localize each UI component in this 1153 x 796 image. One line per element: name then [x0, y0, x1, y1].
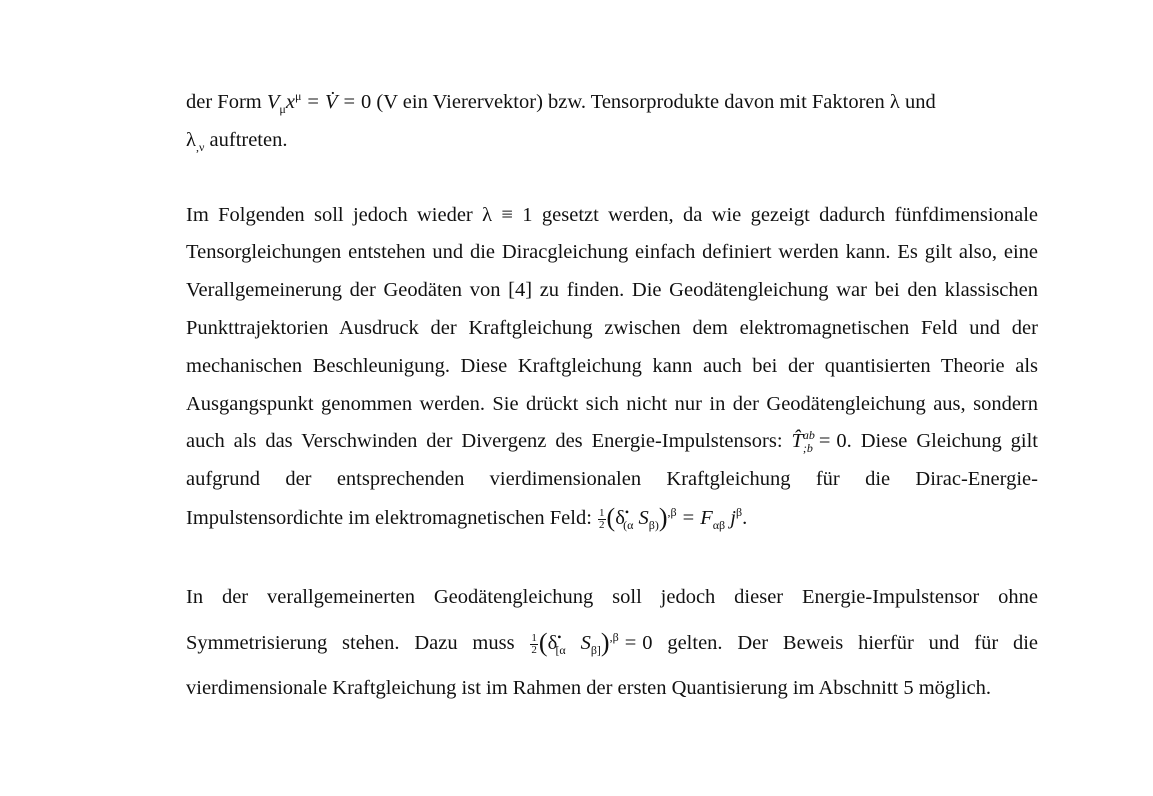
text-fragment: gesetzt werden, da wie gezeigt dadurch fünfdimensionale Tensorgleichungen entstehen und die Diracgleichung einfach definiert werden kann. Es gilt also, eine Verallgemeinerung der Geodäten von [4] zu finden. Die Geodätengleichung war bei den klassischen Punkttrajektorien Ausdruck der Kraftgleichung zwischen dem elektromagnetischen Feld und der mechanischen Beschleunigung. Diese Kraftgleichung kann auch bei der quantisierten Theorie als Ausgangspunkt genommen werden. Sie drückt sich nicht nur in der Geodätengleichung aus, sondern auch als das Verschwinden der Divergenz des Energie-Impulstensors: — [186, 203, 1038, 453]
formula-antisymmetric-part: $\frac{1}{2}$ ($\delta^•_{[\alpha}$ $S_{\beta]})^{,\beta} = 0$ — [531, 627, 653, 657]
text-fragment: (V ein Vierervektor) bzw. Tensorprodukte davon mit Faktoren — [371, 91, 890, 113]
document-page — [186, 84, 1038, 711]
text-fragment: auftreten. — [204, 128, 288, 151]
paragraph-1 — [186, 84, 1038, 160]
text-fragment: und — [899, 91, 936, 113]
text-fragment: gelten. Der Beweis hierfür und für die vierdimensionale Kraftgleichung ist im Rahmen der ersten Quantisierung im Abschnitt 5 möglich. — [186, 631, 1039, 699]
formula-lambda: λ — [889, 91, 900, 113]
text-fragment: In der verallgemeinerten Geodätengleichung soll jedoch dieser Energie-Impulstensor ohne Symmetrisierung stehen. Dazu muss — [186, 585, 1038, 654]
formula-dirac-force: $\frac{1}{2}$ ($\delta^•_{(\alpha}$ $S_{\beta)})^{,\beta} = F_{\alpha\beta}$ $j^\beta$ — [599, 502, 743, 533]
formula-lambda-identity: λ ≡ 1 — [482, 203, 533, 226]
text-fragment: Im Folgenden soll jedoch wieder — [186, 203, 483, 226]
text-fragment: . Diese Gleichung gilt aufgrund der entsprechenden vierdimensionalen Kraftgleichung für die Dirac-Energie-Impulstensordichte im elektromagnetischen Feld: — [186, 430, 1039, 529]
text-fragment: der Form — [186, 91, 267, 113]
formula-lambda-nu: $\lambda_{,\nu}$ — [186, 128, 205, 154]
text-fragment: . — [742, 506, 748, 529]
paragraph-3 — [186, 575, 1038, 711]
formula-energy-momentum-divergence: T̂$^{ab}_{;b}$ = 0 — [791, 428, 847, 456]
formula-vierervektor: $V_\mu x^\mu$ = V̇ = 0 — [266, 89, 372, 117]
paragraph-2 — [186, 197, 1038, 538]
